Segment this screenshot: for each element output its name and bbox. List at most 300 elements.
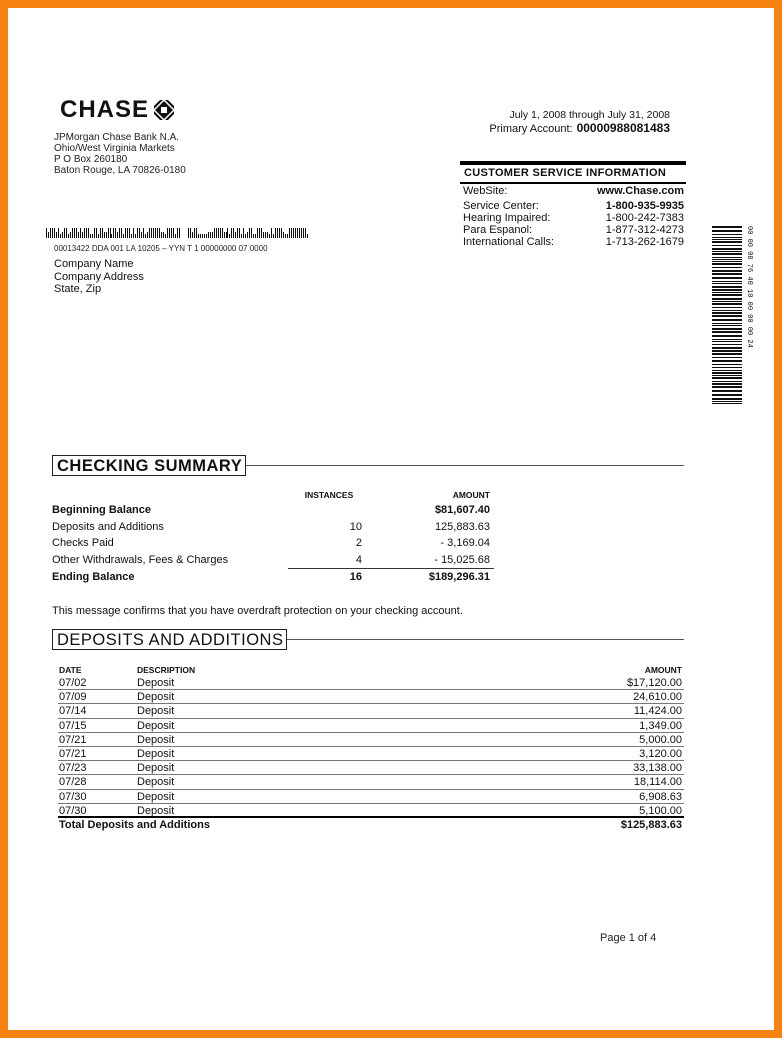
deposit-amount: 5,100.00 (639, 804, 682, 817)
deposit-date: 07/21 (59, 733, 87, 746)
barcode-bar (229, 234, 230, 238)
barcode-bar (307, 234, 308, 238)
barcode-bar (269, 234, 270, 238)
barcode-bar (712, 381, 742, 382)
cs-value: 1-713-262-1679 (605, 236, 684, 248)
barcode-bar (712, 289, 742, 291)
barcode-bar (243, 228, 244, 238)
barcode-bar (712, 301, 742, 302)
barcode-bar (102, 228, 103, 238)
barcode-bar (712, 375, 742, 376)
barcode-bar (56, 232, 57, 238)
summary-row (52, 535, 502, 552)
barcode-bar (281, 228, 282, 238)
mail-code-line: 00013422 DDA 001 LA 10205 – YYN T 1 00000000 07 0000 (54, 244, 268, 253)
barcode-bar (52, 228, 53, 238)
checking-summary-title: CHECKING SUMMARY (52, 455, 246, 476)
total-amount: $125,883.63 (620, 818, 682, 831)
barcode-bar (712, 344, 742, 345)
barcode-bar (64, 228, 65, 238)
barcode-bar (712, 339, 742, 340)
barcode-bar (257, 228, 258, 238)
bank-address-line: JPMorgan Chase Bank N.A. (54, 132, 180, 143)
barcode-bar (712, 286, 742, 288)
barcode-bar (712, 292, 742, 293)
barcode-bar (127, 228, 128, 238)
table-row (58, 790, 684, 804)
barcode-bar (712, 253, 742, 255)
chase-logo (60, 96, 190, 124)
barcode-bar (712, 248, 742, 250)
barcode-bar (119, 228, 120, 238)
barcode-bar (283, 232, 284, 238)
cs-row-international (460, 236, 686, 248)
barcode-bar (202, 234, 203, 238)
ending-amount: $189,296.31 (428, 571, 490, 583)
barcode-bar (712, 310, 742, 311)
barcode-bar (712, 319, 742, 321)
ending-instances: 16 (349, 571, 362, 583)
barcode-bar (88, 228, 89, 238)
cs-label: Para Espanol: (463, 224, 533, 236)
barcode-bar (712, 370, 742, 371)
barcode-bar (285, 234, 286, 238)
barcode-bar (247, 232, 248, 238)
barcode-bar (712, 230, 742, 232)
barcode-bar (50, 228, 51, 238)
barcode-bar (712, 398, 742, 400)
overdraft-message: This message confirms that you have overdraft protection on your checking account. (52, 605, 463, 617)
barcode-bar (712, 383, 742, 385)
summary-row (52, 502, 502, 519)
primary-account (408, 121, 670, 135)
barcode-bar (251, 228, 252, 238)
cs-label: Hearing Impaired: (463, 212, 551, 224)
deposit-amount: 1,349.00 (639, 719, 682, 732)
cs-value: 1-800-242-7383 (605, 212, 684, 224)
barcode-bar (151, 228, 152, 238)
barcode-bar (72, 228, 73, 238)
barcode-bar (54, 228, 55, 238)
barcode-bar (265, 232, 266, 238)
account-number: 00000988081483 (576, 121, 670, 135)
barcode-bar (190, 228, 191, 238)
summary-label: Beginning Balance (52, 504, 152, 516)
barcode-bar (161, 232, 162, 238)
deposits-total-row (58, 818, 684, 832)
recipient-line: Company Name (54, 258, 134, 270)
barcode-bar (712, 367, 742, 368)
checking-summary-header (52, 455, 684, 477)
barcode-bar (82, 232, 83, 238)
barcode-bar (712, 239, 742, 240)
deposits-table (58, 664, 684, 832)
cs-value: 1-877-312-4273 (605, 224, 684, 236)
barcode-bar (712, 401, 742, 402)
barcode-bar (113, 228, 114, 238)
barcode-bar (68, 234, 69, 238)
deposit-date: 07/15 (59, 719, 87, 732)
barcode-bar (267, 232, 268, 238)
barcode-bar (712, 241, 742, 243)
barcode-bar (115, 228, 116, 238)
barcode-bar (179, 228, 180, 238)
deposit-date: 07/14 (59, 705, 87, 718)
barcode-bar (289, 228, 290, 238)
barcode-bar (712, 307, 742, 308)
table-row (58, 704, 684, 718)
barcode-bar (712, 226, 742, 228)
barcode-bar (712, 325, 742, 326)
page-number: Page 1 of 4 (600, 932, 657, 944)
cs-label: Service Center: (463, 200, 539, 212)
barcode-bar (188, 228, 189, 238)
barcode-bar (117, 232, 118, 238)
barcode-bar (110, 228, 111, 238)
barcode-bar (241, 234, 242, 238)
summary-label: Checks Paid (52, 537, 114, 549)
barcode-bar (712, 273, 742, 275)
barcode-bar (163, 232, 164, 238)
barcode-bar (121, 228, 122, 238)
barcode-bar (108, 228, 109, 238)
barcode-bar (712, 403, 742, 404)
barcode-bar (299, 228, 300, 238)
barcode-bar (204, 234, 205, 238)
barcode-bar (712, 245, 742, 246)
barcode-bar (712, 394, 742, 396)
barcode-bar (90, 234, 91, 238)
barcode-bar (94, 228, 95, 238)
barcode-bar (712, 261, 742, 262)
barcode-bar (712, 353, 742, 355)
cs-row-service-center (460, 200, 686, 212)
barcode-bar (139, 228, 140, 238)
summary-amount: 125,883.63 (434, 520, 490, 533)
deposit-amount: 11,424.00 (633, 705, 682, 718)
chase-octagon-icon (154, 100, 174, 120)
deposit-description: Deposit (137, 790, 175, 803)
deposit-description: Deposit (137, 747, 175, 760)
barcode-bar (237, 228, 238, 238)
barcode-bar (712, 364, 742, 365)
barcode-bar (233, 228, 234, 238)
barcode-bar (129, 228, 130, 238)
barcode-bar (60, 234, 61, 238)
barcode-bar (131, 234, 132, 238)
barcode-bar (175, 234, 176, 238)
barcode-bar (712, 283, 742, 284)
table-row (58, 775, 684, 789)
barcode-bar (712, 237, 742, 238)
barcode-bar (157, 228, 158, 238)
deposit-amount: 5,000.00 (639, 733, 682, 746)
deposits-title: DEPOSITS AND ADDITIONS (52, 629, 287, 650)
checking-summary-table (52, 488, 502, 586)
barcode-bar (263, 232, 264, 238)
deposit-amount: $17,120.00 (626, 677, 682, 689)
bank-address-line: Baton Rouge, LA 70826-0180 (54, 165, 186, 176)
date-header: DATE (59, 665, 82, 675)
barcode-bar (712, 294, 742, 296)
barcode-bar (212, 232, 213, 238)
summary-amount: $81,607.40 (434, 504, 490, 516)
barcode-bar (141, 232, 142, 238)
barcode-bar (200, 234, 201, 238)
table-row (58, 804, 684, 818)
barcode-bar (135, 234, 136, 238)
deposit-date: 07/23 (59, 762, 87, 775)
deposit-description: Deposit (137, 677, 175, 689)
barcode-bar (245, 234, 246, 238)
barcode-bar (165, 234, 166, 238)
barcode-bar (293, 228, 294, 238)
summary-row (52, 519, 502, 536)
customer-service-box (460, 161, 686, 248)
cs-value: www.Chase.com (596, 185, 684, 197)
barcode-bar (70, 232, 71, 238)
barcode-bar (171, 228, 172, 238)
deposit-description: Deposit (137, 705, 175, 718)
table-row (58, 690, 684, 704)
table-row (58, 761, 684, 775)
bank-address (54, 132, 186, 176)
barcode-bar (712, 347, 742, 349)
barcode-bar (712, 390, 742, 392)
barcode-bar (125, 228, 126, 238)
barcode-bar (712, 357, 742, 358)
barcode-bar (224, 232, 225, 238)
deposits-header (52, 629, 684, 651)
deposit-date: 07/30 (59, 804, 87, 817)
barcode-bar (227, 228, 228, 238)
vertical-barcode-icon (712, 224, 752, 408)
barcode-bar (295, 228, 296, 238)
barcode-bar (92, 234, 93, 238)
description-header: DESCRIPTION (137, 665, 196, 675)
barcode-bar (76, 228, 77, 238)
barcode-bar (106, 232, 107, 238)
barcode-bar (712, 335, 742, 337)
amount-header: AMOUNT (452, 490, 490, 500)
barcode-bar (208, 232, 209, 238)
barcode-bar (96, 228, 97, 238)
barcode-bar (66, 228, 67, 238)
barcode-bar (239, 228, 240, 238)
cs-label: International Calls: (463, 236, 555, 248)
barcode-bar (712, 259, 742, 260)
barcode-bar (98, 234, 99, 238)
barcode-bar (712, 323, 742, 324)
deposit-amount: 33,138.00 (633, 762, 682, 775)
barcode-bar (712, 386, 742, 388)
barcode-bar (273, 234, 274, 238)
deposit-description: Deposit (137, 776, 175, 789)
barcode-bar (84, 228, 85, 238)
barcode-bar (712, 303, 742, 305)
barcode-bar (222, 228, 223, 238)
summary-header-row (52, 488, 502, 502)
barcode-bar (169, 228, 170, 238)
barcode-bar (111, 234, 112, 238)
statement-period: July 1, 2008 through July 31, 2008 (509, 109, 670, 121)
barcode-bar (255, 234, 256, 238)
barcode-bar (303, 228, 304, 238)
deposit-description: Deposit (137, 719, 175, 732)
amount-header: AMOUNT (644, 665, 682, 675)
cs-row-website (460, 185, 686, 197)
recipient-address (54, 258, 144, 296)
barcode-bar (712, 312, 742, 314)
barcode-bar (173, 228, 174, 238)
table-row (58, 747, 684, 761)
account-label: Primary Account: (489, 123, 573, 135)
barcode-bar (231, 228, 232, 238)
cs-value: 1-800-935-9935 (605, 200, 684, 212)
bank-address-line: P O Box 260180 (54, 154, 128, 165)
logo-text: CHASE (60, 96, 150, 123)
barcode-bar (712, 270, 742, 272)
barcode-bar (712, 377, 742, 379)
summary-amount: - 15,025.68 (434, 553, 490, 566)
barcode-bar (145, 234, 146, 238)
summary-label: Deposits and Additions (52, 520, 164, 533)
barcode-bar (137, 228, 138, 238)
customer-service-title: CUSTOMER SERVICE INFORMATION (460, 161, 686, 184)
ending-label: Ending Balance (52, 571, 135, 583)
barcode-bar (218, 228, 219, 238)
barcode-bar (206, 234, 207, 238)
barcode-bar (291, 228, 292, 238)
barcode-bar (216, 228, 217, 238)
barcode-bar (153, 228, 154, 238)
barcode-bar (287, 234, 288, 238)
summary-instances: 4 (355, 553, 362, 566)
deposit-description: Deposit (137, 804, 175, 817)
barcode-bar (275, 228, 276, 238)
barcode-bar (712, 328, 742, 330)
deposit-date: 07/09 (59, 691, 87, 704)
statement-page (8, 8, 774, 1030)
deposit-date: 07/02 (59, 677, 87, 689)
deposit-description: Deposit (137, 691, 175, 704)
barcode-bar (159, 228, 160, 238)
barcode-bar (214, 228, 215, 238)
vertical-barcode-text: 00 00 08 76 40 10 00 00 00 24 (745, 226, 753, 348)
summary-instances: 2 (355, 537, 362, 549)
barcode-bar (253, 234, 254, 238)
instances-header: INSTANCES (304, 490, 354, 500)
recipient-line: State, Zip (54, 283, 102, 295)
barcode-bar (712, 315, 742, 317)
barcode-bar (196, 228, 197, 238)
deposit-amount: 6,908.63 (639, 790, 682, 803)
deposit-date: 07/28 (59, 776, 87, 789)
summary-label: Other Withdrawals, Fees & Charges (52, 553, 229, 566)
bank-address-line: Ohio/West Virginia Markets (54, 143, 175, 154)
barcode-bar (712, 251, 742, 252)
barcode-bar (712, 281, 742, 282)
barcode-bar (192, 232, 193, 238)
barcode-bar (712, 372, 742, 374)
barcode-bar (74, 228, 75, 238)
recipient-line: Company Address (54, 270, 144, 283)
barcode-bar (167, 228, 168, 238)
cs-row-hearing-impaired (460, 212, 686, 224)
barcode-bar (46, 228, 47, 238)
barcode-bar (226, 232, 227, 238)
barcode-bar (198, 234, 199, 238)
barcode-bar (78, 232, 79, 238)
barcode-bar (80, 228, 81, 238)
barcode-bar (235, 232, 236, 238)
table-row (58, 676, 684, 690)
barcode-bar (301, 228, 302, 238)
summary-instances: 10 (349, 520, 362, 533)
cs-label: WebSite: (463, 185, 508, 197)
barcode-bar (155, 228, 156, 238)
barcode-bar (712, 263, 742, 265)
deposit-amount: 3,120.00 (639, 747, 682, 760)
barcode-bar (277, 228, 278, 238)
summary-ending-row (52, 569, 502, 586)
barcode-bar (712, 331, 742, 333)
barcode-bar (48, 232, 49, 238)
barcode-bar (271, 228, 272, 238)
barcode-bar (210, 232, 211, 238)
barcode-bar (297, 228, 298, 238)
deposit-description: Deposit (137, 733, 175, 746)
barcode-bar (123, 234, 124, 238)
barcode-bar (712, 277, 742, 279)
barcode-bar (177, 228, 178, 238)
deposit-description: Deposit (137, 762, 175, 775)
barcode-bar (58, 228, 59, 238)
barcode-bar (143, 228, 144, 238)
cs-row-para-espanol (460, 224, 686, 236)
barcode-bar (261, 228, 262, 238)
total-label: Total Deposits and Additions (59, 818, 210, 831)
deposit-amount: 24,610.00 (633, 691, 682, 704)
deposit-date: 07/21 (59, 747, 87, 760)
barcode-bar (249, 228, 250, 238)
table-row (58, 719, 684, 733)
barcode-bar (305, 228, 306, 238)
barcode-bar (259, 228, 260, 238)
barcode-bar (147, 232, 148, 238)
table-row (58, 733, 684, 747)
deposit-amount: 18,114.00 (633, 776, 682, 789)
barcode-bar (100, 228, 101, 238)
barcode-bar (712, 267, 742, 268)
barcode-bar (712, 350, 742, 352)
barcode-bar (712, 234, 742, 235)
barcode-bar (86, 228, 87, 238)
barcode-bar (279, 228, 280, 238)
barcode-bar (104, 232, 105, 238)
barcode-bar (194, 228, 195, 238)
summary-row (52, 552, 502, 569)
barcode-bar (133, 228, 134, 238)
barcode-bar (220, 228, 221, 238)
barcode-bar (62, 232, 63, 238)
deposits-header-row (58, 664, 684, 676)
summary-amount: - 3,169.04 (440, 537, 490, 549)
deposit-date: 07/30 (59, 790, 87, 803)
barcode-bar (712, 257, 742, 258)
barcode-bar (149, 228, 150, 238)
barcode-bar (712, 360, 742, 362)
